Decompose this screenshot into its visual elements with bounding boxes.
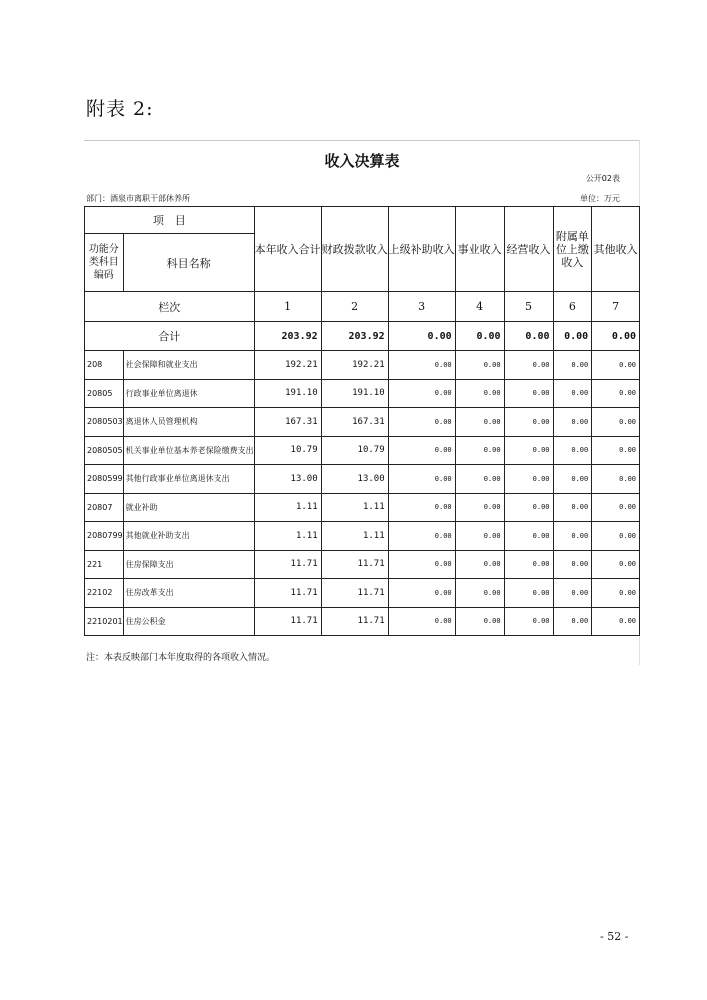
subject-code-cell: 2080599 [85,465,124,494]
col-header-fiscal-appropriation: 财政拨款收入 [321,207,388,292]
amount-cell: 10.79 [254,436,321,465]
amount-cell: 0.00 [592,379,640,408]
amount-cell: 0.00 [455,436,504,465]
table-row [85,550,640,579]
amount-cell: 192.21 [254,351,321,380]
table-row [85,436,640,465]
sequence-number: 4 [455,292,504,322]
amount-cell: 0.00 [553,493,592,522]
amount-cell: 0.00 [455,465,504,494]
amount-cell: 0.00 [553,465,592,494]
amount-cell: 0.00 [388,408,455,437]
sequence-number: 1 [254,292,321,322]
amount-cell: 0.00 [504,493,553,522]
code-column-header: 功能分类科目编码 [85,234,124,292]
subject-name-cell: 住房保障支出 [123,550,254,579]
amount-cell: 0.00 [504,351,553,380]
amount-cell: 0.00 [388,607,455,636]
amount-cell: 0.00 [592,493,640,522]
total-row [85,322,640,351]
amount-cell: 11.71 [321,550,388,579]
amount-cell: 0.00 [553,351,592,380]
name-column-header: 科目名称 [123,234,254,292]
header-row-1 [85,207,640,234]
sequence-label: 栏次 [85,292,255,322]
table-row [85,351,640,380]
subject-code-cell: 221 [85,550,124,579]
table-row [85,522,640,551]
amount-cell: 0.00 [504,607,553,636]
col-header-business-income: 事业收入 [455,207,504,292]
item-group-header: 项 目 [85,207,255,234]
table-row [85,408,640,437]
income-table [84,206,640,636]
amount-cell: 0.00 [504,436,553,465]
col-header-operating-income: 经营收入 [504,207,553,292]
amount-cell: 167.31 [254,408,321,437]
amount-cell: 0.00 [592,607,640,636]
footnote: 注：本表反映部门本年度取得的各项收入情况。 [86,653,276,663]
sheet-title: 收入决算表 [324,152,400,170]
subject-name-cell: 住房公积金 [123,607,254,636]
amount-cell: 0.00 [455,493,504,522]
table-row [85,579,640,608]
department-label: 部门：酒泉市离职干部休养所 [86,194,190,203]
amount-cell: 0.00 [455,579,504,608]
amount-cell: 0.00 [553,607,592,636]
amount-cell: 0.00 [553,579,592,608]
amount-cell: 192.21 [321,351,388,380]
sequence-number: 3 [388,292,455,322]
amount-cell: 0.00 [388,465,455,494]
amount-cell: 0.00 [388,579,455,608]
amount-cell: 0.00 [504,522,553,551]
amount-cell: 11.71 [321,607,388,636]
amount-cell: 0.00 [504,379,553,408]
subject-code-cell: 2210201 [85,607,124,636]
amount-cell: 0.00 [592,408,640,437]
amount-cell: 1.11 [321,522,388,551]
amount-cell: 11.71 [321,579,388,608]
total-value: 203.92 [254,322,321,351]
amount-cell: 0.00 [553,379,592,408]
attachment-label: 附表 2: [86,98,154,120]
amount-cell: 0.00 [455,408,504,437]
total-value: 0.00 [388,322,455,351]
amount-cell: 0.00 [455,379,504,408]
subject-code-cell: 208 [85,351,124,380]
page-number: - 52 - [600,930,629,943]
total-value: 0.00 [553,322,592,351]
amount-cell: 1.11 [254,493,321,522]
amount-cell: 0.00 [553,522,592,551]
amount-cell: 191.10 [321,379,388,408]
amount-cell: 0.00 [592,436,640,465]
amount-cell: 0.00 [592,522,640,551]
unit-label: 单位：万元 [580,194,620,203]
amount-cell: 0.00 [455,607,504,636]
amount-cell: 11.71 [254,550,321,579]
subject-name-cell: 其他就业补助支出 [123,522,254,551]
subject-code-cell: 22102 [85,579,124,608]
amount-cell: 0.00 [504,550,553,579]
income-statement-sheet [84,140,640,670]
amount-cell: 0.00 [592,579,640,608]
amount-cell: 0.00 [455,351,504,380]
amount-cell: 0.00 [592,351,640,380]
subject-name-cell: 行政事业单位离退休 [123,379,254,408]
col-header-total-income: 本年收入合计 [254,207,321,292]
amount-cell: 191.10 [254,379,321,408]
amount-cell: 0.00 [553,550,592,579]
form-code: 公开02表 [585,174,620,183]
amount-cell: 13.00 [254,465,321,494]
subject-name-cell: 其他行政事业单位离退休支出 [123,465,254,494]
table-row [85,607,640,636]
amount-cell: 0.00 [504,465,553,494]
amount-cell: 13.00 [321,465,388,494]
table-row [85,493,640,522]
sequence-number: 2 [321,292,388,322]
amount-cell: 167.31 [321,408,388,437]
subject-name-cell: 社会保障和就业支出 [123,351,254,380]
sequence-row [85,292,640,322]
subject-code-cell: 2080799 [85,522,124,551]
sheet-top-border [84,140,640,141]
subject-name-cell: 离退休人员管理机构 [123,408,254,437]
subject-name-cell: 住房改革支出 [123,579,254,608]
amount-cell: 0.00 [504,408,553,437]
amount-cell: 0.00 [388,522,455,551]
total-value: 0.00 [592,322,640,351]
total-value: 0.00 [504,322,553,351]
amount-cell: 0.00 [388,379,455,408]
total-value: 203.92 [321,322,388,351]
subject-name-cell: 机关事业单位基本养老保险缴费支出 [123,436,254,465]
sequence-number: 5 [504,292,553,322]
table-row [85,379,640,408]
amount-cell: 0.00 [388,351,455,380]
amount-cell: 0.00 [553,436,592,465]
amount-cell: 0.00 [455,522,504,551]
sequence-number: 7 [592,292,640,322]
amount-cell: 0.00 [592,550,640,579]
amount-cell: 0.00 [553,408,592,437]
subject-code-cell: 2080505 [85,436,124,465]
amount-cell: 0.00 [592,465,640,494]
amount-cell: 0.00 [388,550,455,579]
subject-code-cell: 2080503 [85,408,124,437]
col-header-affiliated-remittance: 附属单位上缴收入 [553,207,592,292]
subject-code-cell: 20805 [85,379,124,408]
total-value: 0.00 [455,322,504,351]
amount-cell: 0.00 [388,436,455,465]
table-row [85,465,640,494]
amount-cell: 0.00 [504,579,553,608]
amount-cell: 10.79 [321,436,388,465]
amount-cell: 0.00 [455,550,504,579]
amount-cell: 1.11 [321,493,388,522]
subject-name-cell: 就业补助 [123,493,254,522]
amount-cell: 11.71 [254,579,321,608]
amount-cell: 0.00 [388,493,455,522]
total-label: 合计 [85,322,255,351]
col-header-superior-subsidy: 上级补助收入 [388,207,455,292]
amount-cell: 1.11 [254,522,321,551]
amount-cell: 11.71 [254,607,321,636]
sequence-number: 6 [553,292,592,322]
col-header-other-income: 其他收入 [592,207,640,292]
subject-code-cell: 20807 [85,493,124,522]
